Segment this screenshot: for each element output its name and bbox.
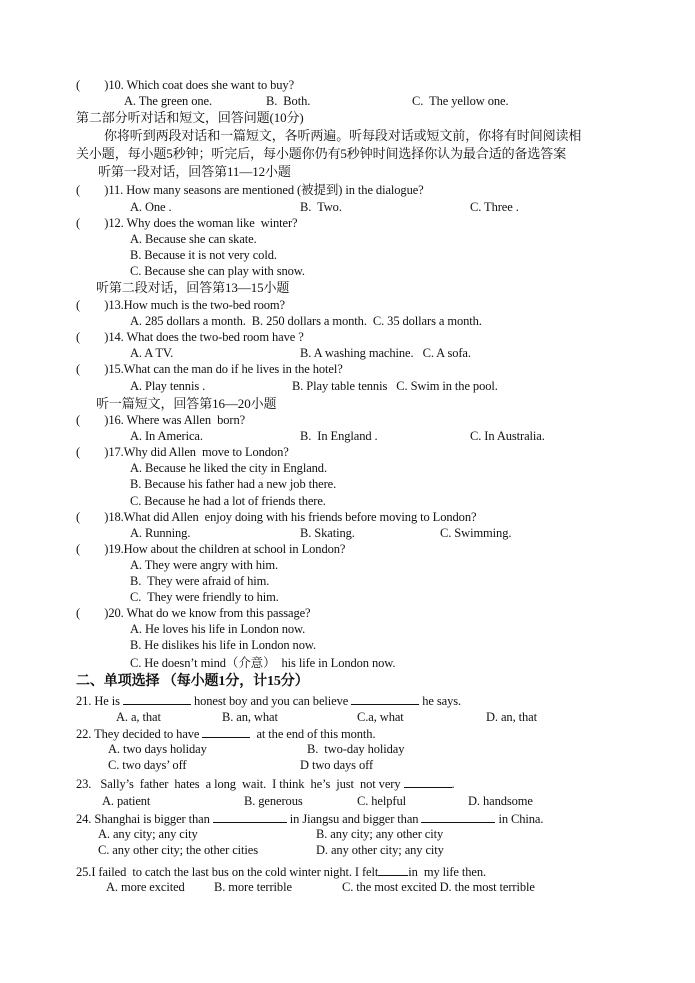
question-25-options-cd: C. the most excited D. the most terrible — [342, 880, 535, 894]
question-24-option-c: C. any other city; the other cities — [98, 843, 258, 857]
question-15-option-a: A. Play tennis . — [130, 379, 206, 393]
question-19-option-c: C. They were friendly to him. — [130, 590, 279, 604]
question-24-option-b: B. any city; any other city — [316, 827, 444, 841]
question-12-option-c: C. Because she can play with snow. — [130, 264, 305, 278]
question-21-option-b: B. an, what — [222, 710, 278, 724]
question-10-option-a: A. The green one. — [124, 94, 212, 108]
part2-intro-line2: 关小题，每小题5秒钟；听完后，每小题你仍有5秒钟时间选择你认为最合适的备选答案 — [76, 146, 567, 161]
question-20-option-b: B. He dislikes his life in London now. — [130, 638, 317, 652]
answer-blank[interactable] — [202, 726, 250, 738]
question-22-option-c: C. two days’ off — [108, 758, 187, 772]
question-12-option-a: A. Because she can skate. — [130, 232, 257, 246]
question-24-option-d: D. any other city; any city — [316, 843, 444, 857]
question-16-stem: ( )16. Where was Allen born? — [76, 413, 246, 427]
question-14-stem: ( )14. What does the two-bed room have ? — [76, 330, 304, 344]
question-13-options: A. 285 dollars a month. B. 250 dollars a month. C. 35 dollars a month. — [130, 314, 482, 328]
question-18-option-c: C. Swimming. — [440, 526, 512, 540]
question-18-option-b: B. Skating. — [300, 526, 355, 540]
question-12-option-b: B. Because it is not very cold. — [130, 248, 277, 262]
question-16-option-b: B. In England . — [300, 429, 378, 443]
question-16-option-c: C. In Australia. — [470, 429, 545, 443]
part2-intro-line1: 你将听到两段对话和一篇短文，各听两遍。听每段对话或短文前，你将有时间阅读相 — [104, 128, 582, 143]
question-24-option-a: A. any city; any city — [98, 827, 198, 841]
passage-heading: 听一篇短文，回答第16—20小题 — [96, 396, 277, 411]
question-23-option-a: A. patient — [102, 794, 151, 808]
question-15-options-bc: B. Play table tennis C. Swim in the pool. — [292, 379, 498, 393]
answer-blank[interactable] — [404, 776, 452, 788]
question-13-stem: ( )13.How much is the two-bed room? — [76, 298, 285, 312]
question-18-option-a: A. Running. — [130, 526, 191, 540]
question-17-option-c: C. Because he had a lot of friends there. — [130, 494, 326, 508]
question-10-option-c: C. The yellow one. — [412, 94, 509, 108]
question-19-option-a: A. They were angry with him. — [130, 558, 278, 572]
question-25-option-b: B. more terrible — [214, 880, 292, 894]
answer-blank[interactable] — [421, 811, 495, 823]
question-20-option-a: A. He loves his life in London now. — [130, 622, 306, 636]
part2-title: 第二部分听对话和短文，回答问题(10分) — [76, 110, 304, 125]
question-23-option-c: C. helpful — [357, 794, 406, 808]
question-11-stem: ( )11. How many seasons are mentioned (被提到) in the dialogue? — [76, 183, 424, 197]
question-22-option-b: B. two-day holiday — [307, 742, 405, 756]
question-11-option-b: B. Two. — [300, 200, 342, 214]
question-11-option-a: A. One . — [130, 200, 172, 214]
question-20-option-c: C. He doesn’t mind（介意） his life in London now. — [130, 656, 396, 670]
question-24-stem: 24. Shanghai is bigger than in Jiangsu and bigger than in China. — [76, 812, 544, 826]
question-14-options-bc: B. A washing machine. C. A sofa. — [300, 346, 471, 360]
question-19-stem: ( )19.How about the children at school in London? — [76, 542, 346, 556]
question-17-stem: ( )17.Why did Allen move to London? — [76, 445, 289, 459]
question-10-option-b: B. Both. — [266, 94, 311, 108]
question-25-stem: 25.I failed to catch the last bus on the cold winter night. I felt in my life then. — [76, 865, 487, 879]
answer-blank[interactable] — [213, 811, 287, 823]
answer-blank[interactable] — [378, 864, 408, 876]
question-17-option-b: B. Because his father had a new job there. — [130, 477, 337, 491]
question-10-stem: ( )10. Which coat does she want to buy? — [76, 78, 295, 92]
answer-blank[interactable] — [123, 693, 191, 705]
question-12-stem: ( )12. Why does the woman like winter? — [76, 216, 298, 230]
question-23-option-d: D. handsome — [468, 794, 533, 808]
question-16-option-a: A. In America. — [130, 429, 203, 443]
question-25-option-a: A. more excited — [106, 880, 185, 894]
question-23-stem: 23. Sally’s father hates a long wait. I think he’s just not very . — [76, 777, 455, 791]
question-14-option-a: A. A TV. — [130, 346, 174, 360]
answer-blank[interactable] — [351, 693, 419, 705]
question-11-option-c: C. Three . — [470, 200, 519, 214]
question-21-option-c: C.a, what — [357, 710, 404, 724]
question-22-option-d: D two days off — [300, 758, 374, 772]
question-15-stem: ( )15.What can the man do if he lives in the hotel? — [76, 362, 343, 376]
question-23-option-b: B. generous — [244, 794, 303, 808]
question-19-option-b: B. They were afraid of him. — [130, 574, 270, 588]
question-22-option-a: A. two days holiday — [108, 742, 207, 756]
question-21-option-d: D. an, that — [486, 710, 537, 724]
question-21-option-a: A. a, that — [116, 710, 161, 724]
question-22-stem: 22. They decided to have at the end of this month. — [76, 727, 376, 741]
dialogue1-heading: 听第一段对话，回答第11—12小题 — [98, 164, 291, 179]
section2-title: 二、单项选择 （每小题1分，计15分） — [76, 674, 309, 689]
question-17-option-a: A. Because he liked the city in England. — [130, 461, 327, 475]
dialogue2-heading: 听第二段对话，回答第13—15小题 — [96, 280, 290, 295]
question-21-stem: 21. He is honest boy and you can believe he says. — [76, 694, 462, 708]
question-18-stem: ( )18.What did Allen enjoy doing with his friends before moving to London? — [76, 510, 477, 524]
question-20-stem: ( )20. What do we know from this passage? — [76, 606, 311, 620]
